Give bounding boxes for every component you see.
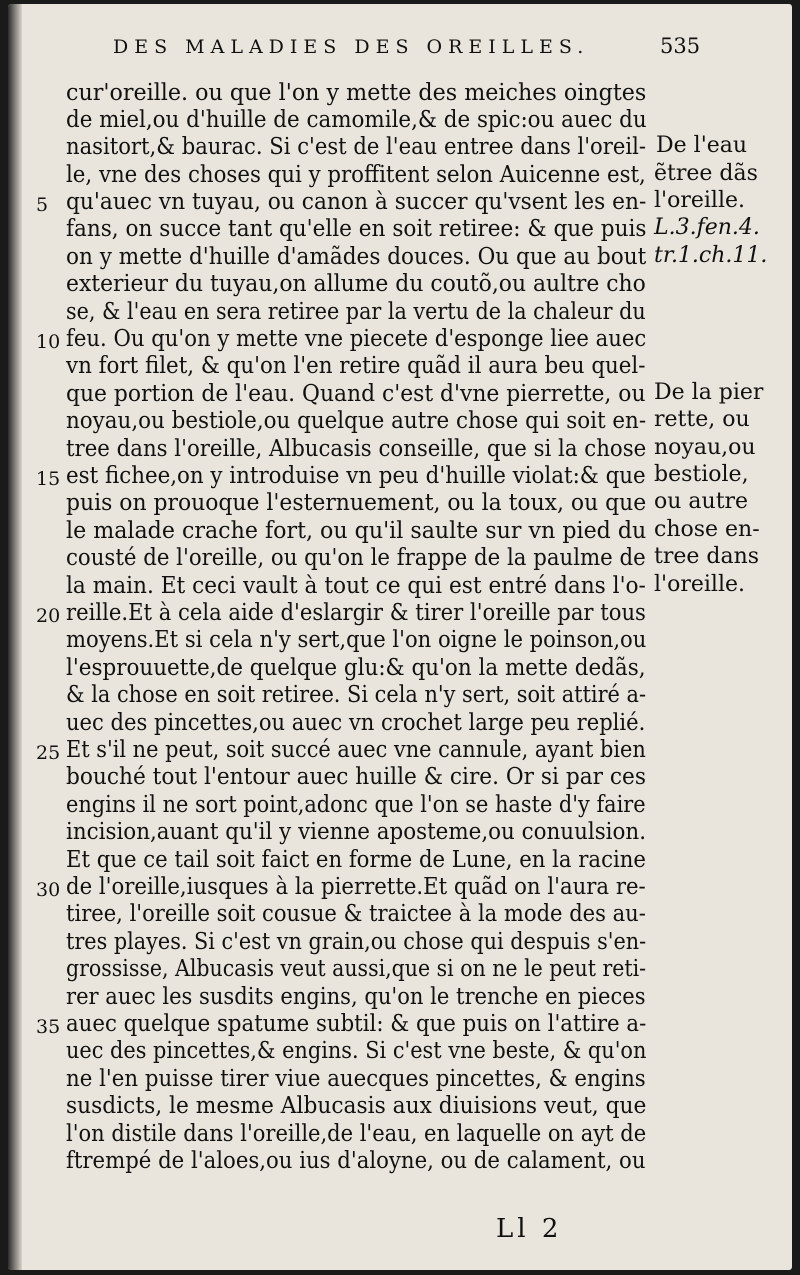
- text-line: la main. Et ceci vault à tout ce qui est entré dans l'o-: [66, 571, 646, 599]
- signature-mark: Ll 2: [496, 1214, 563, 1244]
- running-title: DES MALADIES DES OREILLES.: [113, 36, 590, 58]
- text-line: moyens.Et si cela n'y sert,que l'on oigne le poinson,ou: [66, 625, 647, 653]
- text-line: nasitort,& baurac. Si c'est de l'eau entree dans l'oreil-: [66, 132, 646, 160]
- text-line: vn fort filet, & qu'on l'en retire quãd il aura beu quel-: [66, 351, 646, 379]
- margin-note: rette, ou: [654, 407, 750, 432]
- text-line: reille.Et à cela aide d'eslargir & tirer l'oreille par tous: [66, 598, 646, 626]
- text-line: & la chose en soit retiree. Si cela n'y sert, soit attiré a-: [66, 680, 647, 708]
- line-number: 15: [36, 468, 61, 490]
- line-number: 35: [36, 1016, 61, 1038]
- line-number: 30: [36, 879, 61, 901]
- margin-note: De l'eau: [656, 133, 748, 158]
- text-line: ftrempé de l'aloes,ou ius d'aloyne, ou de calament, ou: [66, 1146, 646, 1174]
- text-line: de l'oreille,iusques à la pierrette.Et quãd on l'aura re-: [66, 872, 646, 900]
- text-line: qu'auec vn tuyau, ou canon à succer qu'vsent les en-: [66, 187, 647, 215]
- text-line: uec des pincettes,ou auec vn crochet large peu replié.: [66, 708, 646, 736]
- margin-note: ou autre: [654, 489, 749, 514]
- text-line: uec des pincettes,& engins. Si c'est vne beste, & qu'on: [66, 1036, 647, 1064]
- text-line: incision,auant qu'il y vienne aposteme,ou conuulsion.: [66, 817, 647, 845]
- text-line: noyau,ou bestiole,ou quelque autre chose qui soit en-: [66, 406, 647, 434]
- margin-note: tree dans: [654, 544, 760, 569]
- text-line: l'esprouuette,de quelque glu:& qu'on la mette dedãs,: [66, 653, 646, 681]
- page-number: 535: [660, 34, 701, 58]
- margin-note: noyau,ou: [654, 435, 756, 460]
- text-line: Et que ce tail soit faict en forme de Lune, en la racine: [66, 845, 646, 873]
- text-line: cousté de l'oreille, ou qu'on le frappe de la paulme de: [66, 543, 646, 571]
- margin-note: l'oreille.: [654, 572, 745, 597]
- margin-note: L.3.fen.4.: [654, 215, 760, 240]
- text-line: de miel,ou d'huille de camomile,& de spic:ou auec du: [66, 105, 647, 133]
- text-line: tiree, l'oreille soit cousue & traictee à la mode des au-: [66, 899, 646, 927]
- text-line: puis on prouoque l'esternuement, ou la toux, ou que: [66, 488, 647, 516]
- margin-note: l'oreille.: [654, 188, 745, 213]
- text-line: se, & l'eau en sera retiree par la vertu de la chaleur du: [66, 297, 646, 325]
- book-page: [8, 4, 792, 1270]
- margin-note: tr.1.ch.11.: [654, 243, 768, 268]
- text-line: feu. Ou qu'on y mette vne piecete d'esponge liee auec: [66, 324, 647, 352]
- line-number: 20: [36, 605, 61, 627]
- text-line: tres playes. Si c'est vn grain,ou chose qui despuis s'en-: [66, 927, 647, 955]
- text-line: l'on distile dans l'oreille,de l'eau, en laquelle on ayt de: [66, 1119, 647, 1147]
- text-line: exterieur du tuyau,on allume du coutõ,ou aultre cho: [66, 269, 646, 297]
- page-gutter-shadow: [8, 4, 22, 1270]
- line-number: 5: [36, 194, 49, 216]
- text-line: le malade crache fort, ou qu'il saulte sur vn pied du: [66, 516, 647, 544]
- text-line: cur'oreille. ou que l'on y mette des meiches oingtes: [66, 78, 647, 106]
- margin-note: chose en-: [654, 517, 760, 542]
- text-line: bouché tout l'entour auec huille & cire. Or si par ces: [66, 762, 646, 790]
- text-line: engins il ne sort point,adonc que l'on se haste d'y faire: [66, 790, 646, 818]
- text-line: Et s'il ne peut, soit succé auec vne cannule, ayant bien: [66, 735, 646, 763]
- margin-note: De la pier: [654, 380, 764, 405]
- line-number: 25: [36, 742, 61, 764]
- text-line: rer auec les susdits engins, qu'on le trenche en pieces: [66, 982, 646, 1010]
- text-line: grossisse, Albucasis veut aussi,que si on ne le peut reti-: [66, 954, 647, 982]
- line-number: 10: [36, 331, 61, 353]
- text-line: fans, on succe tant qu'elle en soit retiree: & que puis: [66, 214, 647, 242]
- text-line: ne l'en puisse tirer viue auecques pincettes, & engins: [66, 1064, 646, 1092]
- text-line: auec quelque spatume subtil: & que puis on l'attire a-: [66, 1009, 647, 1037]
- text-line: est fichee,on y introduise vn peu d'huille violat:& que: [66, 461, 646, 489]
- margin-note: ẽtree dãs: [654, 161, 758, 186]
- text-line: le, vne des choses qui y proffitent selon Auicenne est,: [66, 160, 646, 188]
- text-line: que portion de l'eau. Quand c'est d'vne pierrette, ou: [66, 379, 646, 407]
- text-line: susdicts, le mesme Albucasis aux diuisions veut, que: [66, 1091, 647, 1119]
- text-line: tree dans l'oreille, Albucasis conseille, que si la chose: [66, 434, 647, 462]
- text-line: on y mette d'huille d'amãdes douces. Ou que au bout: [66, 242, 647, 270]
- margin-note: bestiole,: [654, 462, 749, 487]
